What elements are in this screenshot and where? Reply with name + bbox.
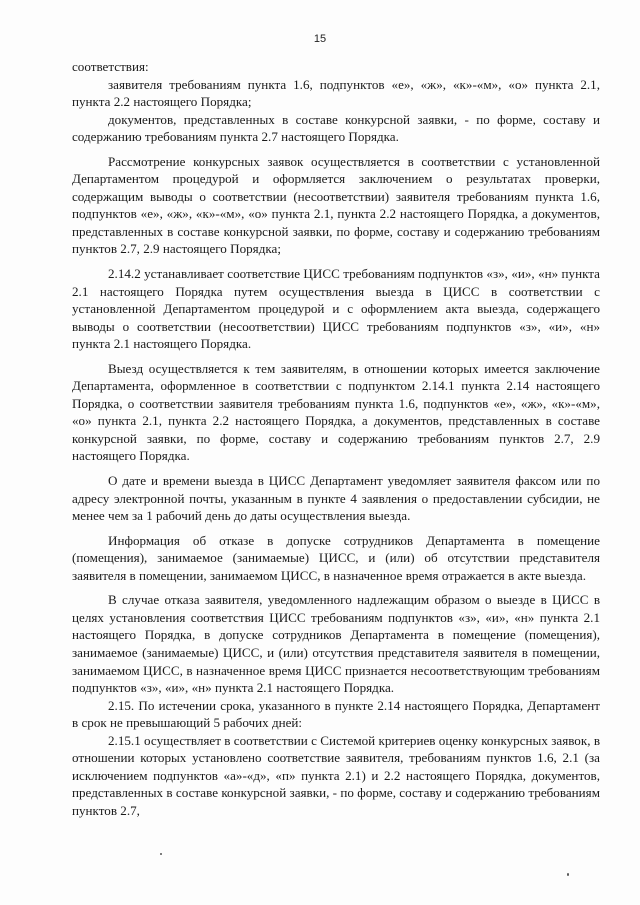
paragraph-applicant-requirements: заявителя требованиям пункта 1.6, подпунктов «е», «ж», «к»-«м», «о» пункта 2.1, пункта 2.2 настоящего Порядка; [72, 76, 600, 110]
page-number: 15 [313, 33, 327, 45]
paragraph-intro: соответствия: [72, 59, 149, 74]
scan-speck [567, 873, 569, 876]
document-body [72, 58, 600, 819]
paragraph-documents-requirements: документов, представленных в составе конкурсной заявки, - по форме, составу и содержанию требованиям пункта 2.7 настоящего Порядка. [72, 111, 600, 145]
paragraph-refusal-information: Информация об отказе в допуске сотрудников Департамента в помещение (помещения), занимаемое (занимаемые) ЦИСС, и (или) об отсутствии представителя заявителя в помещении, занимаемом ЦИСС, в назначенное время отражается в акте выезда. [72, 532, 600, 583]
scan-speck [160, 853, 162, 855]
paragraph-2-15-1: 2.15.1 осуществляет в соответствии с Системой критериев оценку конкурсных заявок, в отношении которых установлено соответствие заявителя, требованиям пунктов 1.6, 2.1 (за исключением подпунктов «а»-«д», «п» пункта 2.1) и 2.2 настоящего Порядка, документов, представленных в составе конкурсной заявки, - по форме, составу и содержанию требованиям пунктов 2.7, [72, 732, 600, 818]
paragraph-visit-notification: О дате и времени выезда в ЦИСС Департамент уведомляет заявителя факсом или по адресу электронной почты, указанным в пункте 4 заявления о предоставлении субсидии, не менее чем за 1 рабочий день до даты осуществления выезда. [72, 473, 600, 524]
paragraph-visit-conditions: Выезд осуществляется к тем заявителям, в отношении которых имеется заключение Департамента, оформленное в соответствии с подпунктом 2.14.1 пункта 2.14 настоящего Порядка, о соответствии заявителя требованиям пункта 1.6, подпунктов «е», «ж», «к»-«м», «о» пункта 2.1, пункта 2.2 настоящего Порядка, а документов, представленных в составе конкурсной заявки, по форме, составу и содержанию требованиям пунктов 2.7, 2.9 настоящего Порядка. [72, 360, 600, 464]
paragraph-refusal-consequence: В случае отказа заявителя, уведомленного надлежащим образом о выезде в ЦИСС в целях установления соответствия ЦИСС требованиям подпунктов «з», «и», «н» пункта 2.1 настоящего Порядка, в допуске сотрудников Департамента в помещение (помещения), занимаемое (занимаемые) ЦИСС, и (или) отсутствия представителя заявителя в помещении, занимаемом ЦИСС, в назначенное время ЦИСС признается несоответствующим требованиям подпунктов «з», «и», «н» пункта 2.1 настоящего Порядка. [72, 592, 600, 696]
paragraph-2-14-2: 2.14.2 устанавливает соответствие ЦИСС требованиям подпунктов «з», «и», «н» пункта 2.1 настоящего Порядка путем осуществления выезда в ЦИСС в соответствии с установленной Департаментом процедурой и с оформлением акта выезда, содержащего выводы о соответствии (несоответствии) ЦИСС требованиям подпунктов «з», «и», «н» пункта 2.1 настоящего Порядка. [72, 266, 600, 352]
paragraph-2-15: 2.15. По истечении срока, указанного в пункте 2.14 настоящего Порядка, Департамент в срок не превышающий 5 рабочих дней: [72, 697, 600, 731]
paragraph-review-procedure: Рассмотрение конкурсных заявок осуществляется в соответствии с установленной Департаментом процедурой и оформляется заключением о результатах проверки, содержащим выводы о соответствии (несоответствии) заявителя требованиям пункта 1.6, подпунктов «е», «ж», «к»-«м», «о» пункта 2.1, пункта 2.2 настоящего Порядка, а документов, представленных в составе конкурсной заявки, по форме, составу и содержанию требованиям пунктов 2.7, 2.9 настоящего Порядка; [72, 153, 600, 257]
